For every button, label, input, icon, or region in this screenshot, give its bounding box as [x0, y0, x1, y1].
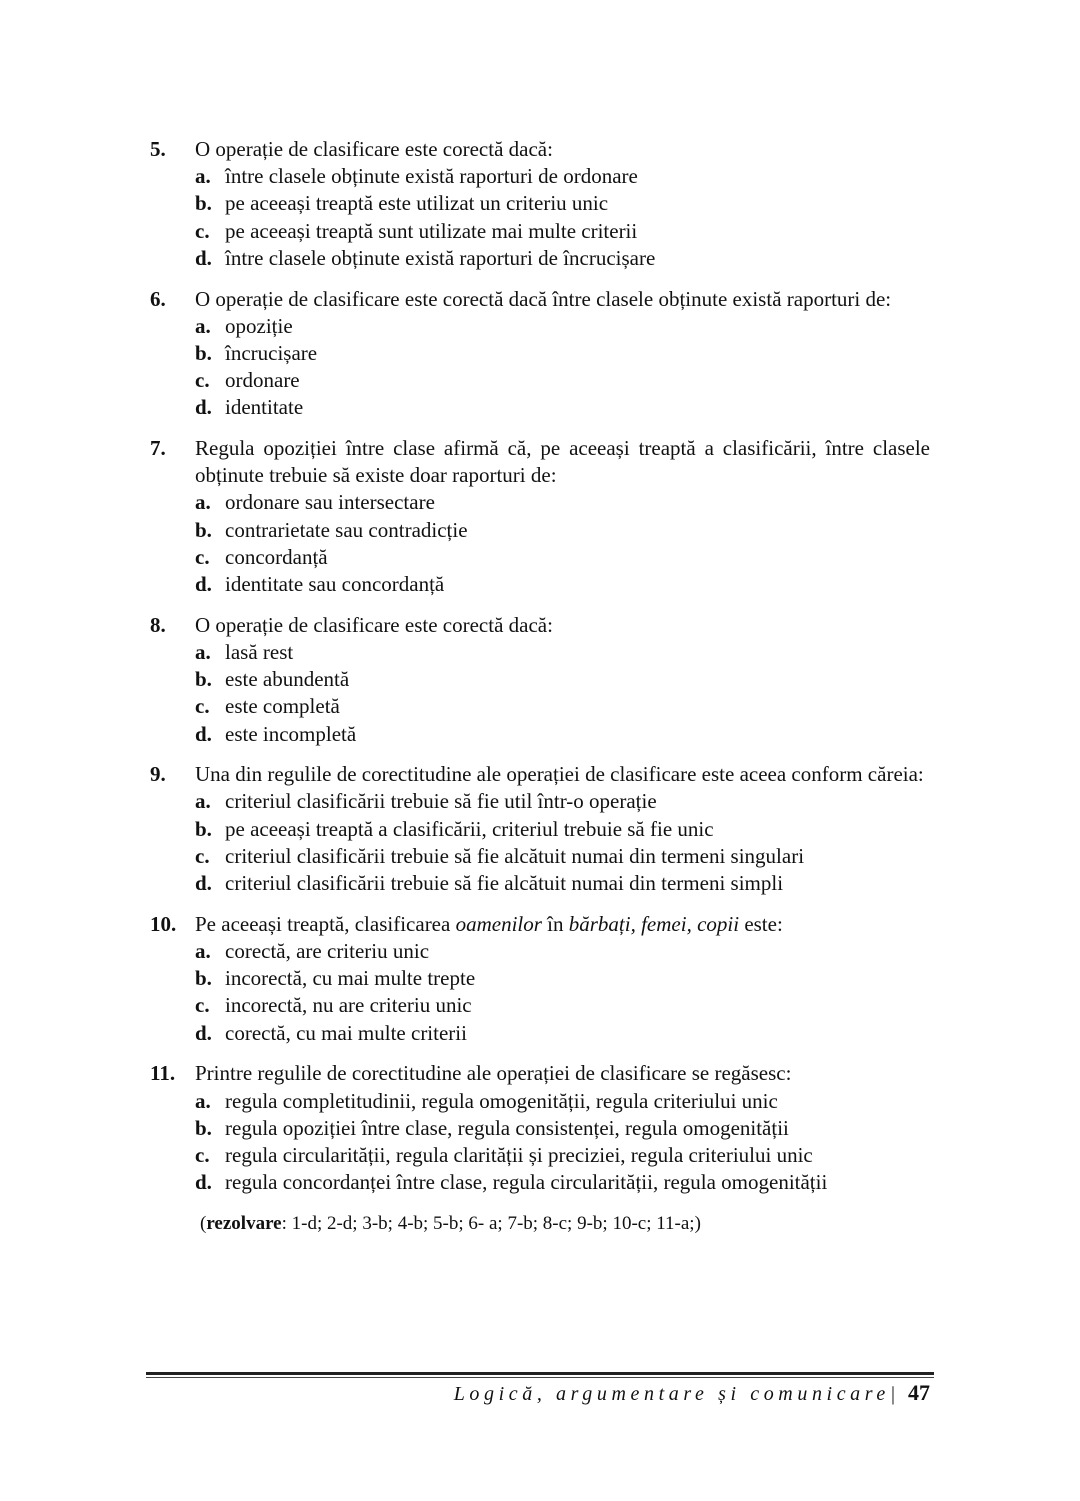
question-stem: O operație de clasificare este corectă dacă între clasele obținute există raporturi de: — [195, 286, 892, 311]
question-stem: Regula opoziției între clase afirmă că, pe aceeași treaptă a clasificării, între clasele obținute trebuie să existe doar raporturi de: — [195, 436, 930, 488]
option-text: criteriul clasificării trebuie să fie util într-o operație — [225, 789, 657, 814]
question-number: 7. — [150, 436, 166, 461]
answer-option — [195, 666, 930, 693]
answer-option — [195, 1020, 930, 1047]
answer-option — [195, 340, 930, 367]
answer-option — [195, 571, 930, 598]
question-stem: O operație de clasificare este corectă dacă: — [195, 137, 553, 161]
answer-option — [195, 245, 930, 272]
option-text: incorectă, cu mai multe trepte — [225, 966, 476, 991]
option-text: concordanță — [225, 544, 328, 569]
option-letter: d. — [195, 572, 212, 597]
option-letter: c. — [195, 843, 210, 868]
answer-key-text: : 1-d; 2-d; 3-b; 4-b; 5-b; 6- a; 7-b; 8-c; 9-b; 10-c; 11-a;) — [281, 1212, 701, 1234]
question-stem — [195, 911, 930, 938]
question-number: 9. — [150, 762, 166, 787]
question — [150, 761, 930, 897]
option-text: identitate sau concordanță — [225, 572, 445, 597]
option-text: contrarietate sau contradicție — [225, 517, 468, 542]
answer-option — [195, 788, 930, 815]
answer-option — [195, 544, 930, 571]
answer-option — [195, 1088, 930, 1115]
question-stem: O operație de clasificare este corectă dacă: — [195, 612, 553, 637]
answer-option — [195, 394, 930, 421]
questions — [150, 136, 930, 1196]
answer-option — [195, 218, 930, 245]
answer-option — [195, 721, 930, 748]
option-letter: d. — [195, 1020, 212, 1045]
option-letter: b. — [195, 667, 212, 692]
option-text: pe aceeași treaptă este utilizat un criteriu unic — [225, 191, 609, 216]
question — [150, 612, 930, 748]
option-text: regula circularității, regula clarității și preciziei, regula criteriului unic — [225, 1142, 813, 1167]
footer-rule-thick — [146, 1372, 934, 1375]
page-footer — [454, 1380, 930, 1406]
option-letter: c. — [195, 993, 210, 1018]
option-letter: c. — [195, 368, 210, 393]
question — [150, 286, 930, 422]
answer-key — [200, 1210, 930, 1237]
option-letter: a. — [195, 639, 211, 664]
answer-option — [195, 517, 930, 544]
answer-key-label: rezolvare — [206, 1212, 282, 1234]
option-text: între clasele obținute există raporturi de ordonare — [225, 164, 638, 189]
answer-option — [195, 163, 930, 190]
answer-option — [195, 938, 930, 965]
option-letter: b. — [195, 1115, 212, 1140]
option-text: pe aceeași treaptă sunt utilizate mai multe criterii — [225, 218, 638, 243]
option-letter: a. — [195, 164, 211, 189]
option-letter: a. — [195, 938, 211, 963]
option-letter: d. — [195, 1170, 212, 1195]
option-letter: b. — [195, 517, 212, 542]
option-text: pe aceeași treaptă a clasificării, criteriul trebuie să fie unic — [225, 816, 714, 841]
stem-part: oamenilor — [455, 911, 542, 936]
answer-option — [195, 313, 930, 340]
stem-part: în — [541, 911, 569, 936]
option-text: încrucișare — [225, 340, 318, 365]
question-stem: Una din regulile de corectitudine ale operației de clasificare este aceea conform căreia: — [195, 762, 924, 787]
option-letter: d. — [195, 245, 212, 270]
option-letter: c. — [195, 694, 210, 719]
option-text: regula concordanței între clase, regula circularității, regula omogenității — [225, 1170, 828, 1195]
question-list — [150, 136, 930, 1237]
option-letter: b. — [195, 340, 212, 365]
option-text: incorectă, nu are criteriu unic — [225, 993, 472, 1018]
answer-option — [195, 870, 930, 897]
option-letter: b. — [195, 816, 212, 841]
answer-option — [195, 639, 930, 666]
question-number: 5. — [150, 137, 166, 161]
question — [150, 911, 930, 1047]
stem-part: Pe aceeași treaptă, clasificarea — [195, 911, 456, 936]
option-text: criteriul clasificării trebuie să fie alcătuit numai din termeni simpli — [225, 871, 784, 896]
answer-option — [195, 1169, 930, 1196]
answer-option — [195, 816, 930, 843]
option-text: regula opoziției între clase, regula consistenței, regula omogenității — [225, 1115, 789, 1140]
option-letter: d. — [195, 871, 212, 896]
option-letter: d. — [195, 721, 212, 746]
page-number: 47 — [908, 1380, 930, 1405]
option-text: între clasele obținute există raporturi de încrucișare — [225, 245, 656, 270]
answer-key-paren: ( — [200, 1212, 207, 1234]
stem-part: este: — [739, 911, 783, 936]
option-letter: c. — [195, 1142, 210, 1167]
option-text: regula completitudinii, regula omogenității, regula criteriului unic — [225, 1088, 778, 1113]
option-text: este incompletă — [225, 721, 357, 746]
option-letter: a. — [195, 313, 211, 338]
question-number: 8. — [150, 612, 166, 637]
option-letter: a. — [195, 490, 211, 515]
option-text: corectă, cu mai multe criterii — [225, 1020, 467, 1045]
option-text: ordonare — [225, 368, 300, 393]
option-letter: c. — [195, 544, 210, 569]
answer-option — [195, 693, 930, 720]
option-letter: b. — [195, 966, 212, 991]
option-letter: a. — [195, 1088, 211, 1113]
option-text: identitate — [225, 395, 304, 420]
question — [150, 136, 930, 272]
footer-rule-thin — [146, 1377, 934, 1378]
option-text: corectă, are criteriu unic — [225, 938, 430, 963]
question-number: 11. — [150, 1061, 176, 1086]
answer-option — [195, 992, 930, 1019]
option-text: este abundentă — [225, 667, 350, 692]
option-letter: c. — [195, 218, 210, 243]
answer-option — [195, 843, 930, 870]
option-text: opoziție — [225, 313, 293, 338]
option-text: criteriul clasificării trebuie să fie alcătuit numai din termeni singulari — [225, 843, 805, 868]
answer-option — [195, 367, 930, 394]
answer-option — [195, 1142, 930, 1169]
option-letter: b. — [195, 191, 212, 216]
answer-option — [195, 1115, 930, 1142]
stem-part: bărbați, femei, copii — [568, 911, 740, 936]
answer-option — [195, 965, 930, 992]
answer-option — [195, 190, 930, 217]
option-text: lasă rest — [225, 639, 294, 664]
option-letter: a. — [195, 789, 211, 814]
question — [150, 435, 930, 598]
question-number: 6. — [150, 286, 166, 311]
question-stem: Printre regulile de corectitudine ale operației de clasificare se regăsesc: — [195, 1061, 792, 1086]
book-title: Logică, argumentare și comunicare| — [453, 1383, 900, 1405]
answer-option — [195, 489, 930, 516]
option-letter: d. — [195, 395, 212, 420]
option-text: este completă — [225, 694, 340, 719]
option-text: ordonare sau intersectare — [225, 490, 435, 515]
question-number: 10. — [150, 911, 177, 936]
question — [150, 1060, 930, 1196]
